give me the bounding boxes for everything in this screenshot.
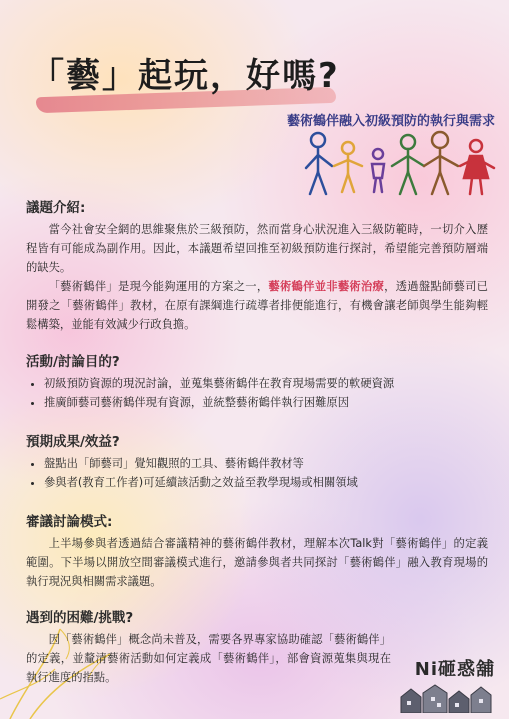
intro-section [26,196,488,334]
list-item: • 初級預防資源的現況討論，並蒐集藝術鶴伴在教育現場需要的軟硬資源 [44,374,488,393]
brand-logo: Ni砸惑舖 [414,659,495,680]
houses-icon [397,681,493,713]
difficulties-paragraph: 因「藝術鶴伴」概念尚未普及，需要各界專家協助確認「藝術鶴伴」的定義，並釐清藝術活動如何定義成「藝術鶴伴」，部會資源蒐集與現在執行進度的指點。 [26,633,391,684]
purpose-list [26,374,488,412]
intro-paragraph-1: 當今社會安全網的思維聚焦於三級預防，然而當身心狀況進入三級防範時，一切介入歷程皆有可能成為副作用。因此，本議題希望回推至初級預防進行探討，希望能完善預防層端的缺失。 [26,223,488,274]
intro-p2-lead: 「藝術鶴伴」是現今能夠運用的方案之一， [48,280,269,293]
page-title: 「藝」起玩，好嗎? [30,56,340,96]
page-subtitle: 藝術鶴伴融入初級預防的執行與需求 [286,114,495,129]
intro-paragraph-2 [26,277,488,334]
intro-heading: 議題介紹: [26,200,86,216]
highlight-statement: 藝術鶴伴並非藝術治療 [268,280,385,293]
stick-figures-icon [300,128,505,198]
mode-paragraph: 上半場參與者透過結合審議精神的藝術鶴伴教材，理解本次Talk對「藝術鶴伴」的定義範圍。下半場以開放空間審議模式進行，邀請參與者共同探討「藝術鶴伴」融入教育現場的執行現況與相關需求議題。 [26,537,488,588]
outcomes-heading: 預期成果/效益? [26,434,120,450]
outcomes-list [26,454,488,492]
mode-heading: 審議討論模式: [26,514,113,530]
list-item: • 推廣師藝司藝術鶴伴現有資源，並統整藝術鶴伴執行困難原因 [44,393,488,412]
purpose-section [26,350,488,412]
list-item: • 參與者(教育工作者)可延續該活動之效益至教學現場或相關領域 [44,473,488,492]
outcomes-section [26,430,488,492]
mode-section [26,510,488,591]
intro-p2-rest: ，透過盤點師藝司已開發之「藝術鶴伴」教材，在原有課綱進行疏導者排便能進行，有機會讓老師與學生能夠輕鬆構築，並能有效減少行政負擔。 [26,280,488,331]
difficulties-heading: 遇到的困難/挑戰? [26,610,134,626]
list-item: • 盤點出「師藝司」覺知觀照的工具、藝術鶴伴教材等 [44,454,488,473]
purpose-heading: 活動/討論目的? [26,354,120,370]
difficulties-section [26,606,391,687]
